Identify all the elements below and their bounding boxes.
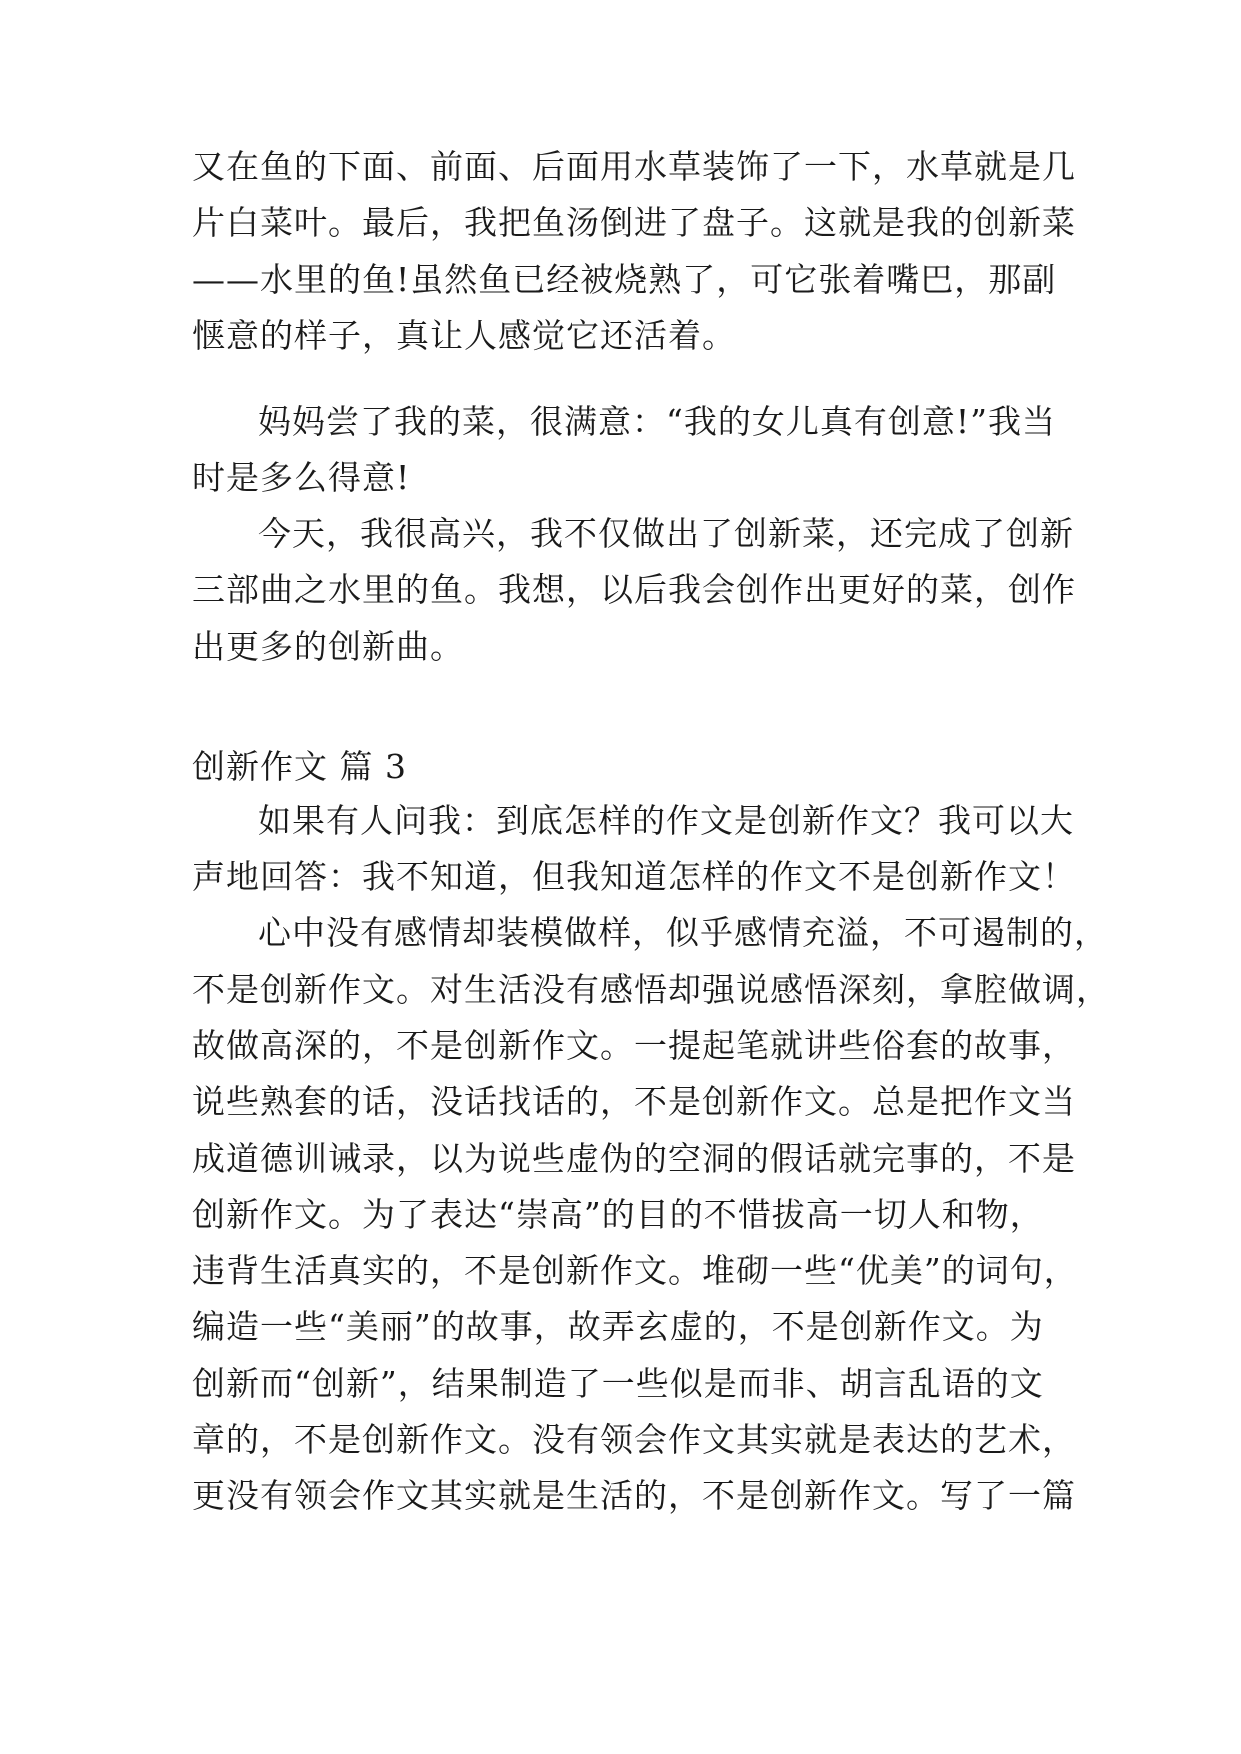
paragraph-start: 如果有人问我：到底怎样的作文是创新作文？我可以大: [258, 801, 1074, 840]
text-line: 创新而“创新”，结果制造了一些似是而非、胡言乱语的文: [192, 1364, 1044, 1403]
text-line: 三部曲之水里的鱼。我想，以后我会创作出更好的菜，创作: [192, 570, 1076, 609]
text-line: 又在鱼的下面、前面、后面用水草装饰了一下，水草就是几: [192, 147, 1076, 186]
paragraph-start: 今天，我很高兴，我不仅做出了创新菜，还完成了创新: [258, 514, 1074, 553]
paragraph-start: 妈妈尝了我的菜，很满意：“我的女儿真有创意!”我当: [258, 402, 1057, 441]
text-line: 更没有领会作文其实就是生活的，不是创新作文。写了一篇: [192, 1476, 1076, 1515]
text-line: 违背生活真实的，不是创新作文。堆砌一些“优美”的词句，: [192, 1251, 1078, 1290]
text-line: 编造一些“美丽”的故事，故弄玄虚的，不是创新作文。为: [192, 1307, 1044, 1346]
text-line: ——水里的鱼!虽然鱼已经被烧熟了，可它张着嘴巴，那副: [192, 260, 1057, 299]
text-line: 创新作文。为了表达“崇高”的目的不惜拔高一切人和物，: [192, 1195, 1044, 1234]
section-heading: 创新作文 篇 3: [192, 747, 407, 786]
text-line: 不是创新作文。对生活没有感悟却强说感悟深刻，拿腔做调，: [192, 970, 1110, 1009]
text-line: 片白菜叶。最后，我把鱼汤倒进了盘子。这就是我的创新菜: [192, 203, 1076, 242]
text-line: 惬意的样子，真让人感觉它还活着。: [192, 316, 736, 355]
text-line: 章的，不是创新作文。没有领会作文其实就是表达的艺术，: [192, 1420, 1076, 1459]
text-line: 说些熟套的话，没话找话的，不是创新作文。总是把作文当: [192, 1082, 1076, 1121]
paragraph-start: 心中没有感情却装模做样，似乎感情充溢，不可遏制的，: [258, 913, 1108, 952]
text-line: 声地回答：我不知道，但我知道怎样的作文不是创新作文！: [192, 857, 1076, 896]
text-line: 时是多么得意!: [192, 458, 411, 497]
text-line: 故做高深的，不是创新作文。一提起笔就讲些俗套的故事，: [192, 1026, 1076, 1065]
text-line: 出更多的创新曲。: [192, 627, 464, 666]
text-line: 成道德训诫录，以为说些虚伪的空洞的假话就完事的，不是: [192, 1139, 1076, 1178]
